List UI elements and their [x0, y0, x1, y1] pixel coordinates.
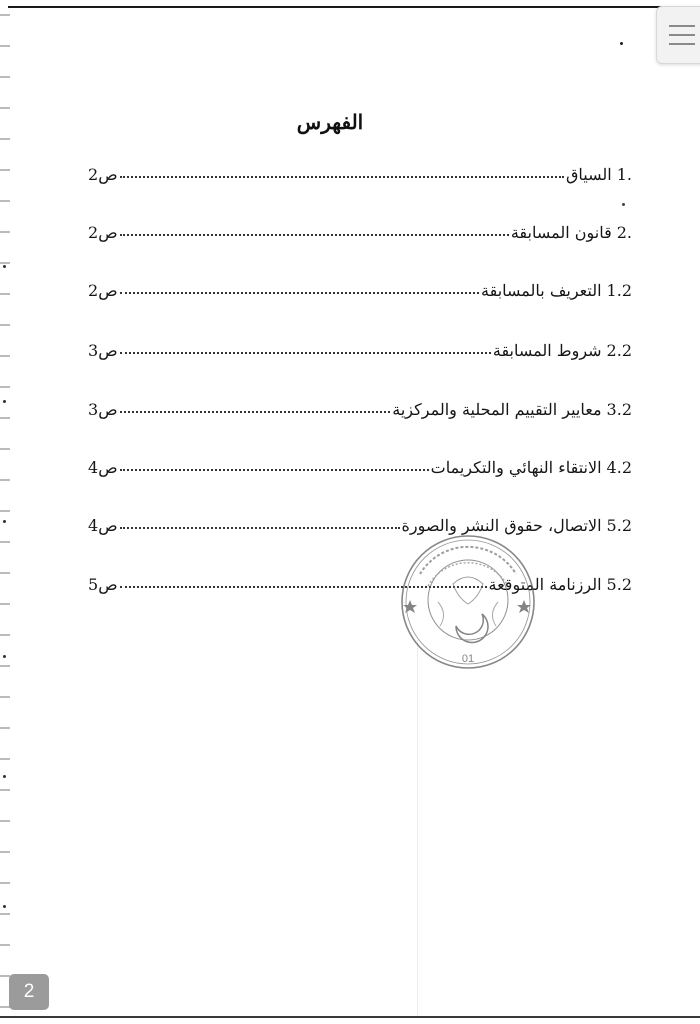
stamp-emblem-icon	[453, 577, 483, 604]
toc-entry-label: الاتصال، حقوق النشر والصورة	[401, 516, 602, 535]
toc-entry-label: قانون المسابقة	[510, 223, 612, 242]
toc-entry[interactable]	[88, 568, 632, 594]
toc-entry[interactable]	[88, 509, 632, 535]
page-top-border	[8, 6, 700, 8]
stamp-outer-ring	[402, 536, 534, 668]
official-seal-stamp	[398, 534, 538, 674]
stamp-crescent-icon	[456, 614, 488, 642]
toc-entry-page: ص3	[88, 400, 118, 419]
toc-entry[interactable]	[88, 274, 632, 300]
toc-entry-number: 4.2	[606, 458, 632, 477]
page-indicator: 2	[9, 974, 49, 1010]
scan-fold-line	[417, 640, 418, 1016]
toc-leader-dots	[120, 469, 429, 471]
stamp-laurel-icon	[492, 602, 498, 626]
toc-entry-page: ص2	[88, 281, 118, 300]
stamp-number: 01	[461, 653, 475, 665]
hamburger-menu-icon-bar	[669, 34, 695, 36]
toc-entry-number: 1.	[616, 165, 632, 184]
toc-entry-label: شروط المسابقة	[492, 341, 602, 360]
toc-entry-page: ص2	[88, 223, 118, 242]
toc-entry[interactable]	[88, 158, 632, 184]
hamburger-menu-icon-bar	[669, 43, 695, 45]
toc-entry-label: معايير التقييم المحلية والمركزية	[392, 400, 602, 419]
scan-speck	[3, 400, 6, 403]
toc-entry[interactable]	[88, 393, 632, 419]
scan-speck	[3, 265, 6, 268]
toc-entry[interactable]	[88, 451, 632, 477]
toc-entry-number: 5.2	[606, 516, 632, 535]
toc-entry-page: ص4	[88, 516, 118, 535]
toc-leader-dots	[120, 527, 400, 529]
scan-speck	[622, 203, 625, 206]
scan-speck	[3, 520, 6, 523]
toc-entry[interactable]	[88, 216, 632, 242]
toc-leader-dots	[120, 176, 564, 178]
stamp-star-icon	[517, 600, 531, 613]
toc-entry-label: الانتقاء النهائي والتكريمات	[430, 458, 602, 477]
toc-entry-label: السياق	[566, 165, 612, 184]
hamburger-menu-icon	[669, 25, 695, 27]
menu-button[interactable]	[656, 6, 700, 64]
toc-leader-dots	[120, 411, 391, 413]
toc-entry-page: ص5	[88, 575, 118, 594]
toc-entry-label: الرزنامة المتوقعة	[488, 575, 602, 594]
toc-entry-number: 5.2	[606, 575, 632, 594]
scan-speck	[3, 655, 6, 658]
toc-title: الفهرس	[296, 110, 364, 134]
stamp-arc-text	[428, 563, 508, 586]
toc-entry-number: 1.2	[606, 281, 632, 300]
toc-leader-dots	[120, 234, 509, 236]
stamp-emblem-ring	[428, 560, 508, 640]
scan-speck	[3, 775, 6, 778]
toc-entry[interactable]	[88, 334, 632, 360]
toc-leader-dots	[120, 352, 491, 354]
scan-left-edge	[0, 0, 10, 1024]
page-bottom-border	[0, 1016, 700, 1018]
toc-entry-number: 2.	[616, 223, 632, 242]
stamp-inner-ring	[406, 540, 530, 664]
toc-leader-dots	[120, 292, 479, 294]
toc-entry-page: ص2	[88, 165, 118, 184]
scan-speck	[620, 42, 623, 45]
stamp-star-icon	[403, 600, 417, 613]
toc-entry-page: ص3	[88, 341, 118, 360]
toc-entry-number: 2.2	[606, 341, 632, 360]
toc-entry-number: 3.2	[606, 400, 632, 419]
stamp-laurel-icon	[438, 602, 444, 626]
toc-entry-page: ص4	[88, 458, 118, 477]
scan-speck	[3, 905, 6, 908]
toc-entry-label: التعريف بالمسابقة	[481, 281, 602, 300]
